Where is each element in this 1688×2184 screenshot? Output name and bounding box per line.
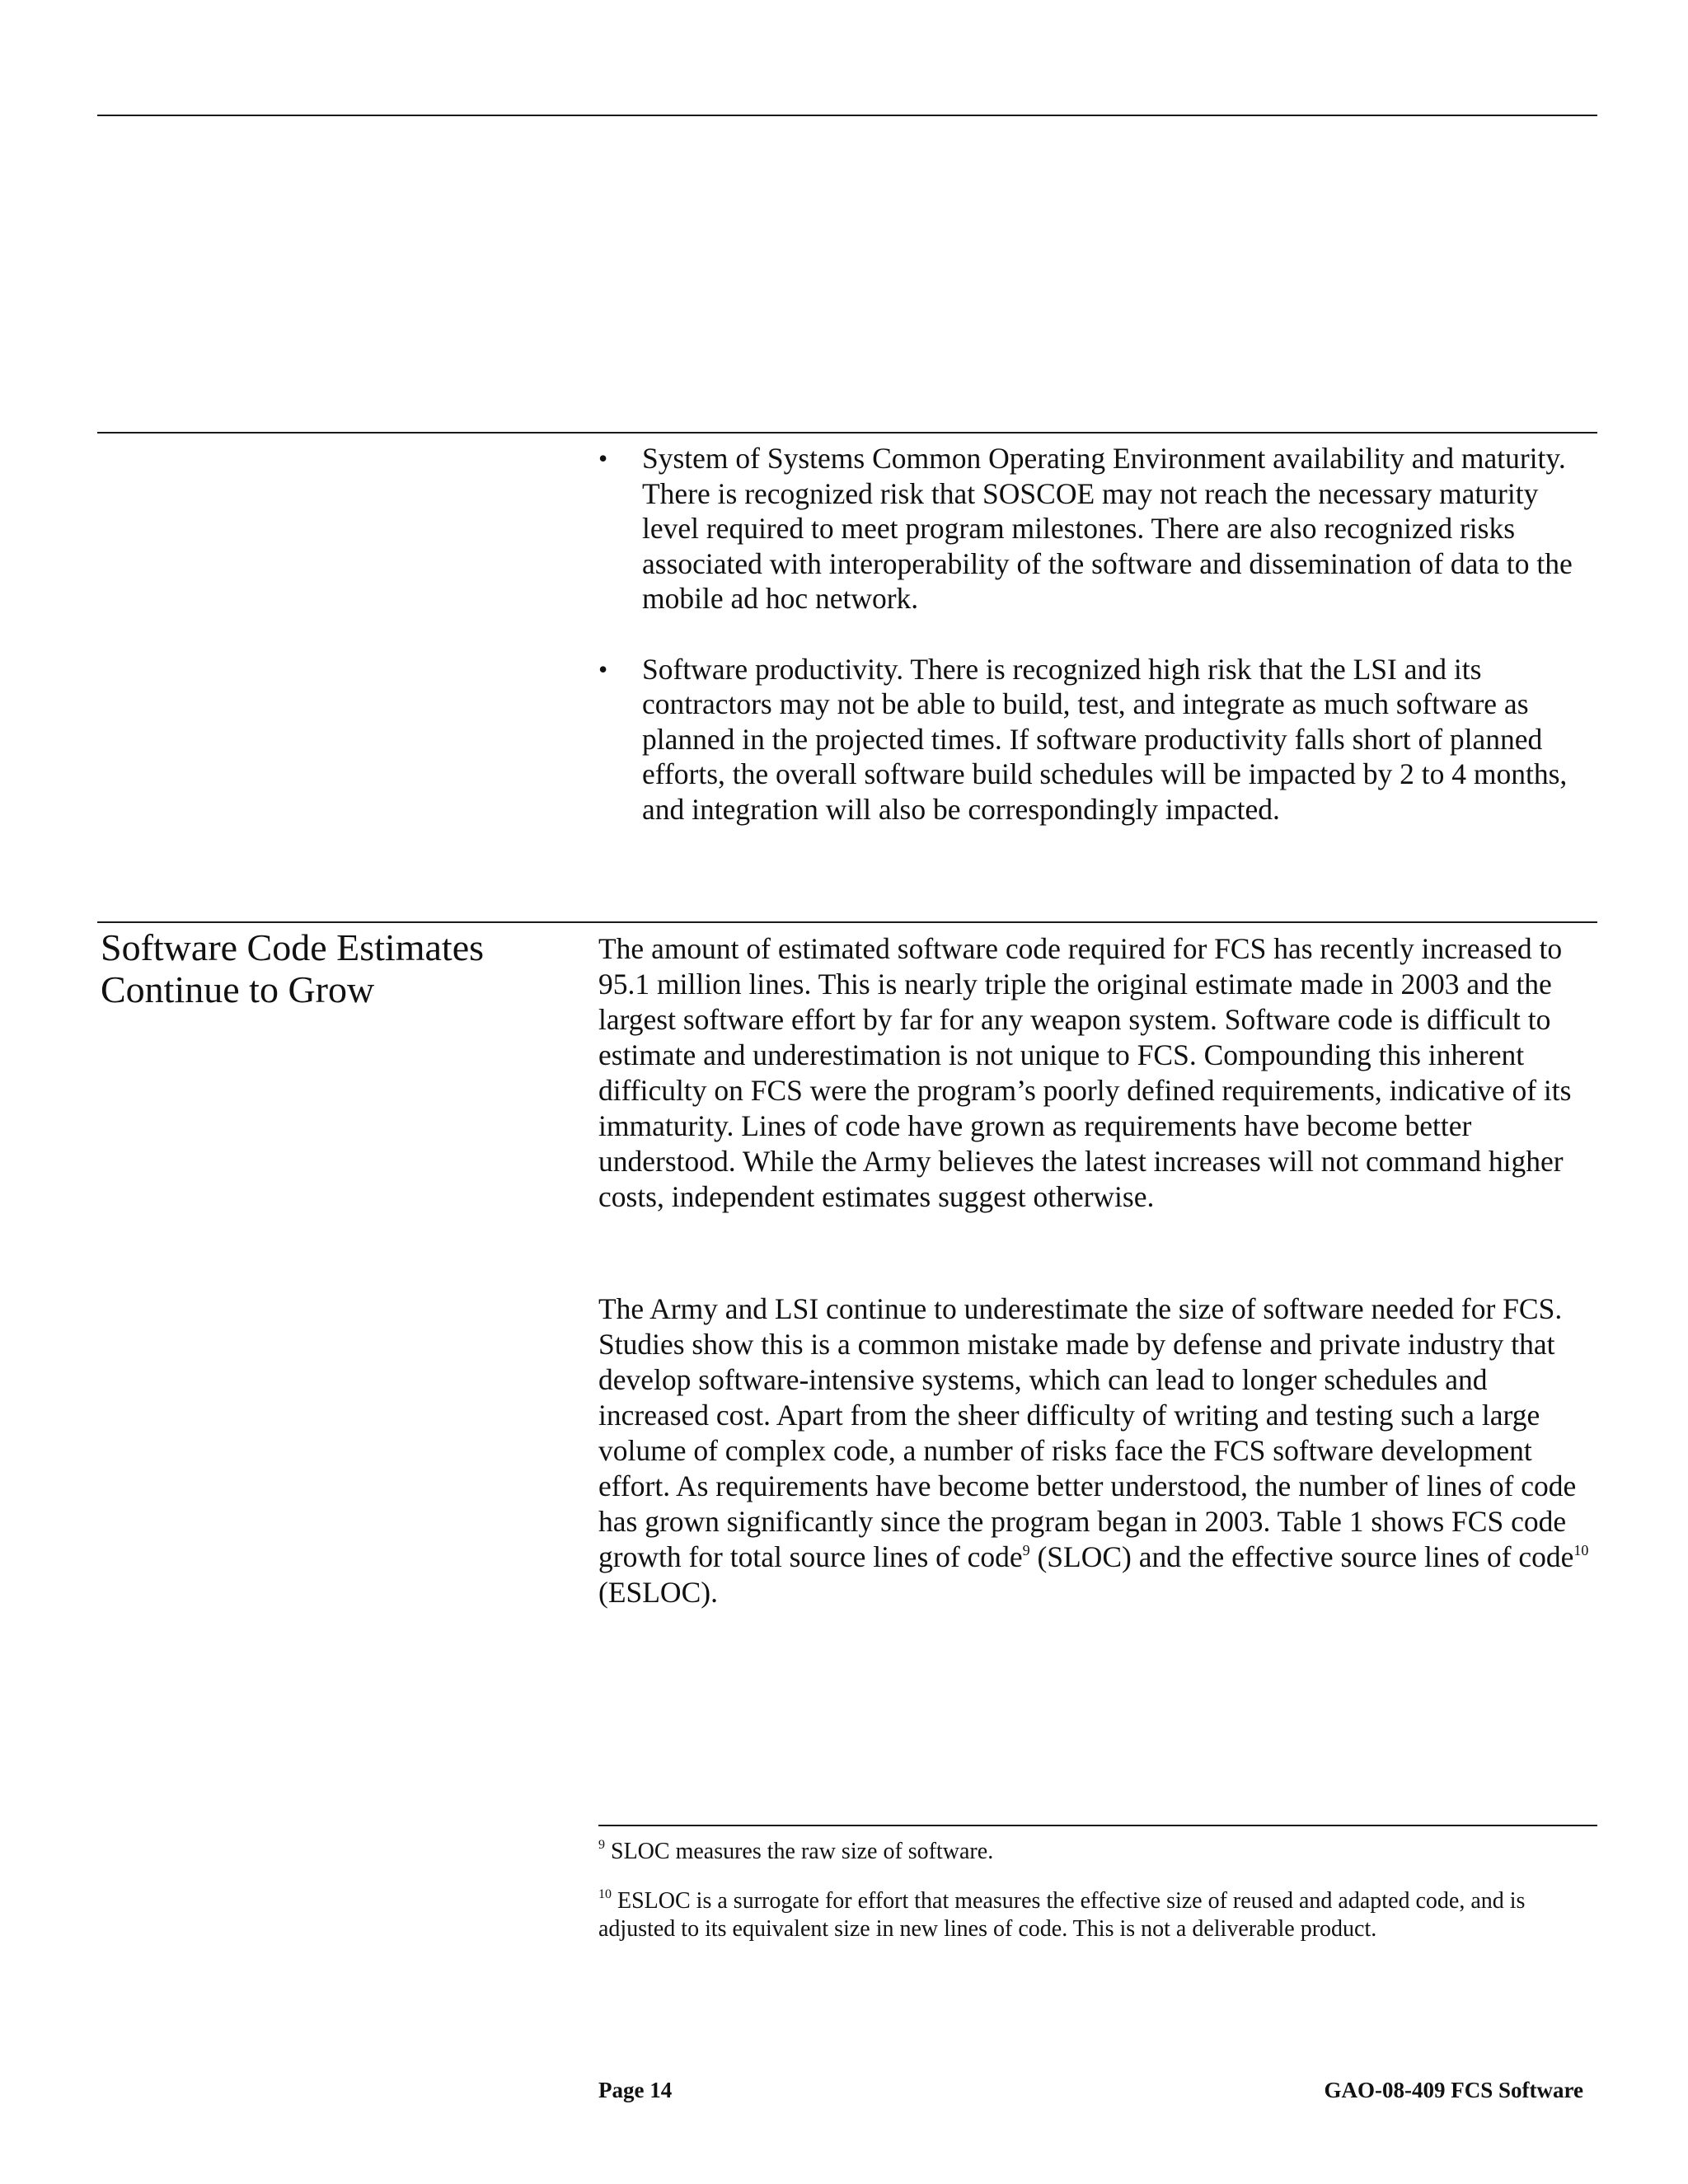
paragraph-text: (SLOC) and the effective source lines of code xyxy=(1029,1540,1574,1573)
footnote xyxy=(598,1838,1600,1866)
bullet-icon: • xyxy=(598,443,608,473)
paragraph-text: The Army and LSI continue to underestimate the size of software needed for FCS. Studies show this is a common mistake made by defense and private industry that develop software-intensive systems, which can lead to longer schedules and increased cost. Apart from the sheer difficulty of writing and testing such a large volume of complex code, a number of risks face the FCS software development effort. As requirements have become better understood, the number of lines of code has grown significantly since the program began in 2003. Table 1 shows FCS code growth for total source lines of code xyxy=(598,1292,1577,1573)
page-number: Page 14 xyxy=(598,2078,673,2102)
header-rule xyxy=(97,115,1597,116)
footnote-separator-rule xyxy=(598,1825,1597,1826)
footnote-reference[interactable]: 10 xyxy=(1573,1542,1589,1558)
bullet-item-software-productivity xyxy=(598,652,1600,827)
section-divider-rule xyxy=(97,432,1597,434)
bullet-icon: • xyxy=(598,654,608,684)
footnote xyxy=(598,1887,1600,1943)
body-paragraph: The amount of estimated software code required for FCS has recently increased to 95.1 million lines. This is nearly triple the original estimate made in 2003 and the largest software effort by far for any weapon system. Software code is difficult to estimate and underestimation is not unique to FCS. Compounding this inherent difficulty on FCS were the program’s poorly defined requirements, indicative of its immaturity. Lines of code have grown as requirements have become better understood. While the Army believes the latest increases will not command higher costs, independent estimates suggest otherwise. xyxy=(598,932,1572,1213)
section-divider-rule xyxy=(97,921,1597,923)
footnote-text: ESLOC is a surrogate for effort that measures the effective size of reused and adapted code, and is adjusted to its equivalent size in new lines of code. This is not a deliverable product. xyxy=(598,1888,1526,1942)
document-id: GAO-08-409 FCS Software xyxy=(1324,2078,1583,2102)
bullet-text: Software productivity. There is recognized high risk that the LSI and its contractors may not be able to build, test, and integrate as much software as planned in the projected times. If software productivity falls short of planned efforts, the overall software build schedules will be impacted by 2 to 4 months, and integration will also be correspondingly impacted. xyxy=(642,652,1568,826)
bullet-item-soscoe xyxy=(598,441,1600,616)
footnote-reference[interactable]: 9 xyxy=(1022,1542,1030,1558)
footnote-text: SLOC measures the raw size of software. xyxy=(605,1839,994,1864)
risk-bullet-list xyxy=(598,441,1600,862)
bullet-text: System of Systems Common Operating Environment availability and maturity. There is recognized risk that SOSCOE may not reach the necessary maturity level required to meet program milestones. There are also recognized risks associated with interoperability of the software and dissemination of data to the mobile ad hoc network. xyxy=(642,442,1573,615)
paragraph-text: (ESLOC). xyxy=(598,1576,718,1609)
footnote-number: 9 xyxy=(598,1838,605,1852)
body-paragraph xyxy=(598,1291,1600,1610)
footnote-number: 10 xyxy=(598,1887,612,1901)
section-heading: Software Code Estimates Continue to Grow xyxy=(101,926,485,1010)
